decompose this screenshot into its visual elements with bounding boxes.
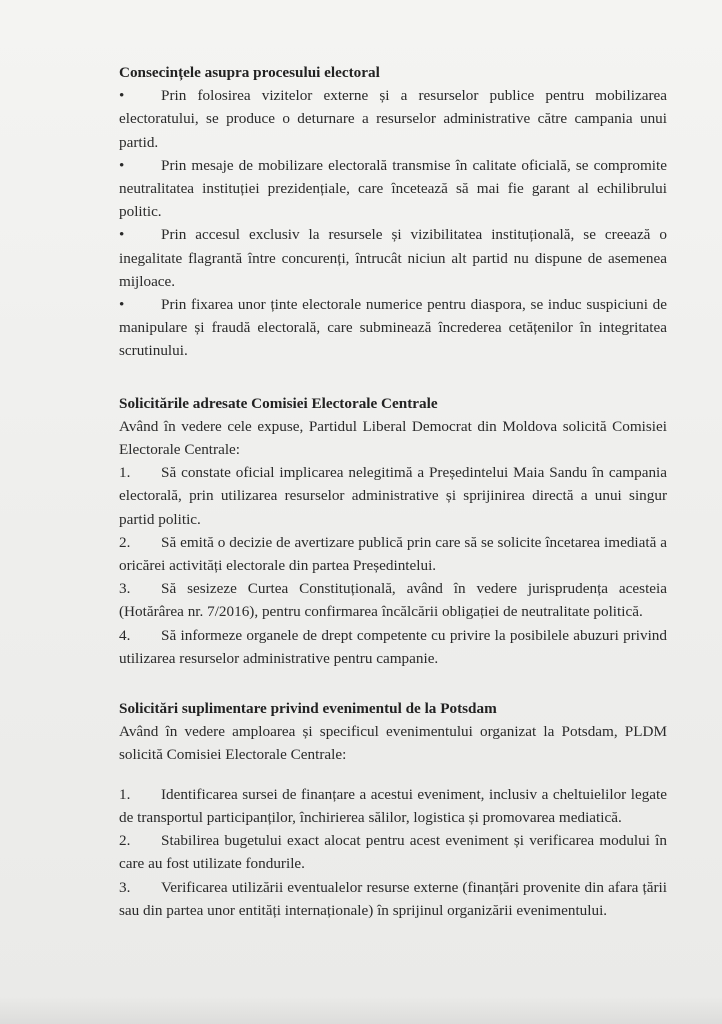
bullet-text: Prin fixarea unor ținte electorale numerice pentru diaspora, se induc suspiciuni de manipulare și fraudă electorală, care subminează încrederea cetățenilor în integritatea scrutinului. xyxy=(119,296,667,360)
bullet-list xyxy=(119,84,667,362)
item-number: 3. xyxy=(119,878,131,896)
section-title-potsdam: Solicitări suplimentare privind evenimentul de la Potsdam xyxy=(119,700,497,718)
item-text: Să emită o decizie de avertizare publică prin care să se solicite încetarea imediată a oricărei activități electorale din partea Președintelui. xyxy=(119,533,667,575)
item-number: 2. xyxy=(119,832,131,850)
item-number: 4. xyxy=(119,626,131,644)
list-item xyxy=(119,84,667,154)
list-item xyxy=(119,624,667,670)
list-item xyxy=(119,223,667,293)
list-item xyxy=(119,293,667,363)
bullet-text: Prin folosirea vizitelor externe și a resurselor publice pentru mobilizarea electoratului, se produce o deturnare a resurselor administrative către campania unui partid. xyxy=(119,87,667,151)
list-item xyxy=(119,876,667,922)
list-item xyxy=(119,829,667,875)
item-number: 1. xyxy=(119,785,131,803)
list-item xyxy=(119,461,667,531)
bullet-mark: • xyxy=(119,226,125,244)
bullet-mark: • xyxy=(119,87,125,105)
numbered-list xyxy=(119,461,667,670)
list-item xyxy=(119,577,667,623)
item-text: Identificarea sursei de finanțare a acestui eveniment, inclusiv a cheltuielilor legate de transportul participanților, închirierea sălilor, logistica și promovarea mediatică. xyxy=(119,785,667,826)
section-title-consequences: Consecințele asupra procesului electoral xyxy=(119,64,380,81)
item-text: Să informeze organele de drept competente cu privire la posibilele abuzuri privind utilizarea resurselor administrative pentru campanie. xyxy=(119,626,667,667)
bullet-mark: • xyxy=(119,156,125,174)
section-intro: Având în vedere amploarea și specificul evenimentului organizat la Potsdam, PLDM solicită Comisiei Electorale Centrale: xyxy=(119,723,667,764)
numbered-list xyxy=(119,783,667,922)
document-body xyxy=(119,61,667,922)
list-item xyxy=(119,154,667,224)
item-text: Verificarea utilizării eventualelor resurse externe (finanțări provenite din afara țării sau din partea unor entități internaționale) în sprijinul organizării evenimentului. xyxy=(119,878,667,919)
item-number: 3. xyxy=(119,580,131,598)
section-intro: Având în vedere cele expuse, Partidul Liberal Democrat din Moldova solicită Comisiei Electorale Centrale: xyxy=(119,417,667,459)
section-title-requests: Solicitările adresate Comisiei Electorale Centrale xyxy=(119,394,438,412)
bullet-text: Prin accesul exclusiv la resursele și vizibilitatea instituțională, se creează o inegalitate flagrantă între concurenți, întrucât niciun alt partid nu dispune de asemenea mijloace. xyxy=(119,226,667,290)
item-text: Să constate oficial implicarea nelegitimă a Președintelui Maia Sandu în campania electorală, prin utilizarea resurselor administrative și sprijinirea directă a unui singur partid politic. xyxy=(119,464,667,528)
list-item xyxy=(119,783,667,829)
item-text: Stabilirea bugetului exact alocat pentru acest eveniment și verificarea modului în care au fost utilizate fondurile. xyxy=(119,832,667,873)
item-text: Să sesizeze Curtea Constituțională, având în vedere jurisprudența acesteia (Hotărârea nr. 7/2016), pentru confirmarea încălcării obligației de neutralitate politică. xyxy=(119,580,667,621)
bullet-text: Prin mesaje de mobilizare electorală transmise în calitate oficială, se compromite neutralitatea instituției prezidențiale, care încetează să mai fie garant al echilibrului politic. xyxy=(119,156,667,221)
page-edge-shadow xyxy=(0,996,722,1024)
item-number: 1. xyxy=(119,464,131,482)
bullet-mark: • xyxy=(119,296,125,314)
item-number: 2. xyxy=(119,533,131,551)
list-item xyxy=(119,531,667,577)
